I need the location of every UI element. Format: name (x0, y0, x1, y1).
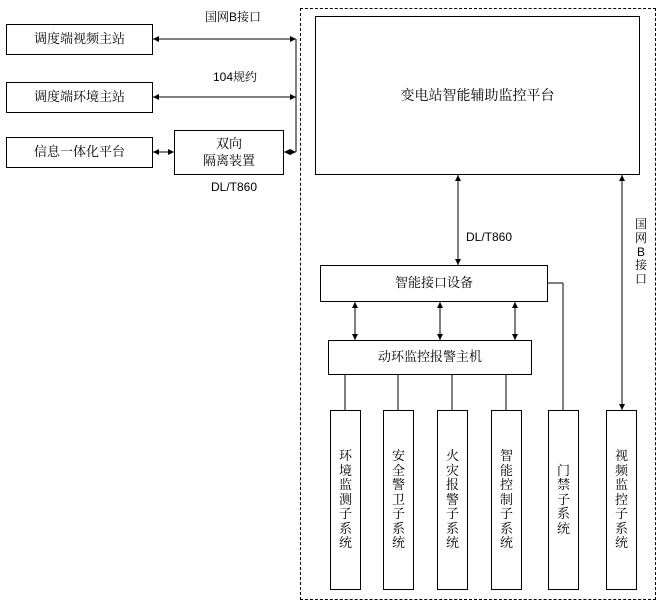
box-intelligent-interface-device[interactable] (320, 265, 548, 302)
box-label: 火灾报警子系统 (445, 448, 459, 551)
box-label: 信息一体化平台 (33, 144, 125, 160)
box-label: 环境监测子系统 (338, 448, 352, 551)
label-dlt860-middle: DL/T860 (466, 230, 513, 244)
box-dispatch-video-master[interactable] (6, 24, 153, 55)
box-label: 动环监控报警主机 (377, 349, 482, 365)
box-label: 智能控制子系统 (499, 448, 513, 551)
box-environment-monitoring-subsystem[interactable] (330, 410, 361, 590)
box-access-control-subsystem[interactable] (548, 410, 579, 590)
isolation-line-1: 双向 (215, 136, 242, 152)
box-substation-intelligent-auxiliary-platform[interactable] (315, 16, 640, 175)
box-label: 门禁子系统 (556, 462, 570, 536)
label-b-interface-top: 国网B接口 (204, 10, 261, 24)
box-label: 调度端视频主站 (33, 31, 125, 47)
box-information-integration-platform[interactable] (6, 137, 153, 168)
box-intelligent-control-subsystem[interactable] (491, 410, 522, 590)
box-security-guard-subsystem[interactable] (383, 410, 414, 590)
box-label: 变电站智能辅助监控平台 (400, 86, 555, 103)
box-label: 安全警卫子系统 (391, 448, 405, 551)
label-b-interface-right: 国网B接口 (634, 217, 647, 287)
box-fire-alarm-subsystem[interactable] (437, 410, 468, 590)
label-protocol-104: 104规约 (212, 70, 258, 84)
box-video-monitoring-subsystem[interactable] (606, 410, 637, 590)
label-dlt860-left: DL/T860 (210, 180, 258, 194)
box-label: 智能接口设备 (394, 275, 473, 291)
box-power-environment-monitoring-alarm-host[interactable] (328, 340, 532, 375)
box-dispatch-environment-master[interactable] (6, 82, 153, 113)
isolation-line-2: 隔离装置 (202, 152, 255, 168)
box-bidirectional-isolation-device[interactable] (174, 130, 284, 175)
box-label: 调度端环境主站 (33, 89, 125, 105)
box-label: 视频监控子系统 (614, 448, 628, 551)
